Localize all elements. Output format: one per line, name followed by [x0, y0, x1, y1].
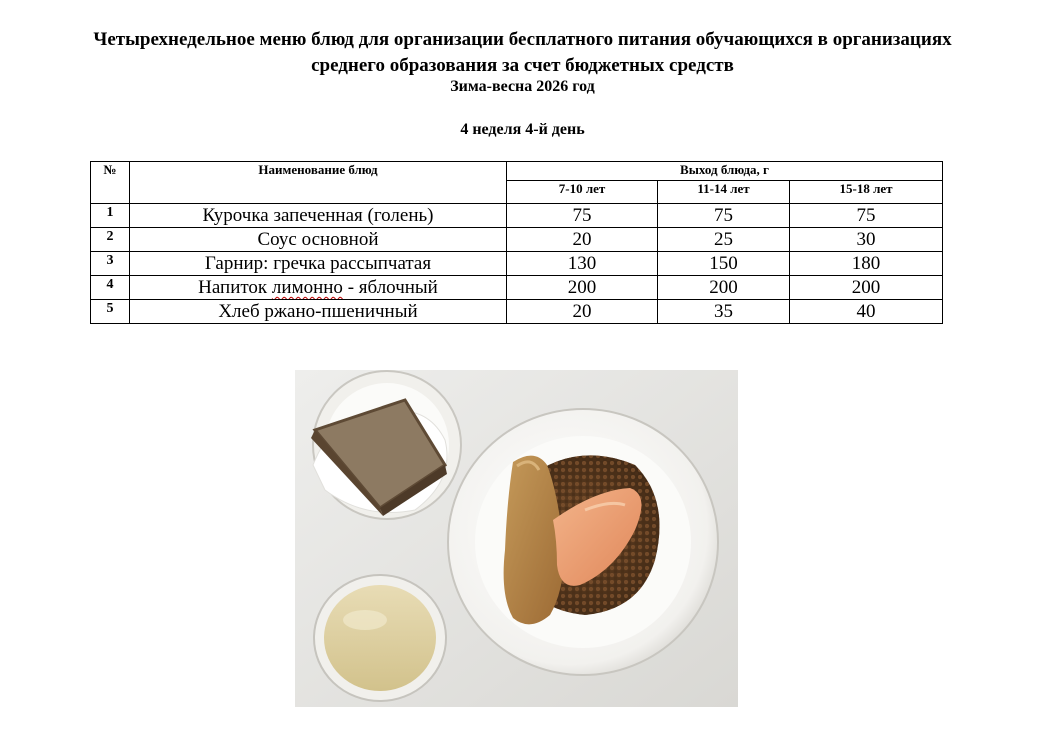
table-row: [91, 300, 943, 324]
output-7-10: 130: [507, 252, 658, 276]
dish-name: [130, 276, 507, 300]
dish-name: Соус основной: [130, 228, 507, 252]
header-output: Выход блюда, г: [507, 162, 943, 181]
dish-name-part: - яблочный: [342, 277, 438, 298]
output-11-14: 150: [658, 252, 790, 276]
header-age-11-14: 11-14 лет: [658, 181, 790, 204]
table-row: [91, 228, 943, 252]
week-day-heading: 4 неделя 4-й день: [460, 121, 585, 138]
row-number: 1: [91, 204, 130, 228]
menu-table: [90, 161, 943, 324]
drink-cup: [314, 575, 446, 701]
season-subtitle: Зима-весна 2026 год: [450, 78, 595, 95]
output-15-18: 200: [790, 276, 943, 300]
output-11-14: 75: [658, 204, 790, 228]
spellcheck-flagged-word: лимонно: [271, 277, 343, 298]
header-age-15-18: 15-18 лет: [790, 181, 943, 204]
main-plate: [448, 409, 718, 675]
output-7-10: 20: [507, 300, 658, 324]
document-title-line-1: Четырехнедельное меню блюд для организации бесплатного питания обучающихся в организациях: [93, 29, 952, 50]
output-15-18: 40: [790, 300, 943, 324]
output-7-10: 20: [507, 228, 658, 252]
output-15-18: 75: [790, 204, 943, 228]
header-age-7-10: 7-10 лет: [507, 181, 658, 204]
output-11-14: 200: [658, 276, 790, 300]
bread-bowl: [311, 371, 461, 519]
header-dish-name: Наименование блюд: [130, 162, 507, 204]
header-number: №: [91, 162, 130, 204]
output-11-14: 25: [658, 228, 790, 252]
row-number: 4: [91, 276, 130, 300]
table-row: [91, 252, 943, 276]
dish-name: Курочка запеченная (голень): [130, 204, 507, 228]
table-row: [91, 204, 943, 228]
output-15-18: 180: [790, 252, 943, 276]
output-7-10: 200: [507, 276, 658, 300]
row-number: 3: [91, 252, 130, 276]
dish-name-part: Напиток: [198, 277, 272, 298]
row-number: 5: [91, 300, 130, 324]
meal-photo: [295, 370, 738, 707]
output-7-10: 75: [507, 204, 658, 228]
output-15-18: 30: [790, 228, 943, 252]
dish-name: Хлеб ржано-пшеничный: [130, 300, 507, 324]
output-11-14: 35: [658, 300, 790, 324]
document-title-line-2: среднего образования за счет бюджетных средств: [311, 55, 734, 76]
table-row: [91, 276, 943, 300]
row-number: 2: [91, 228, 130, 252]
dish-name: Гарнир: гречка рассыпчатая: [130, 252, 507, 276]
